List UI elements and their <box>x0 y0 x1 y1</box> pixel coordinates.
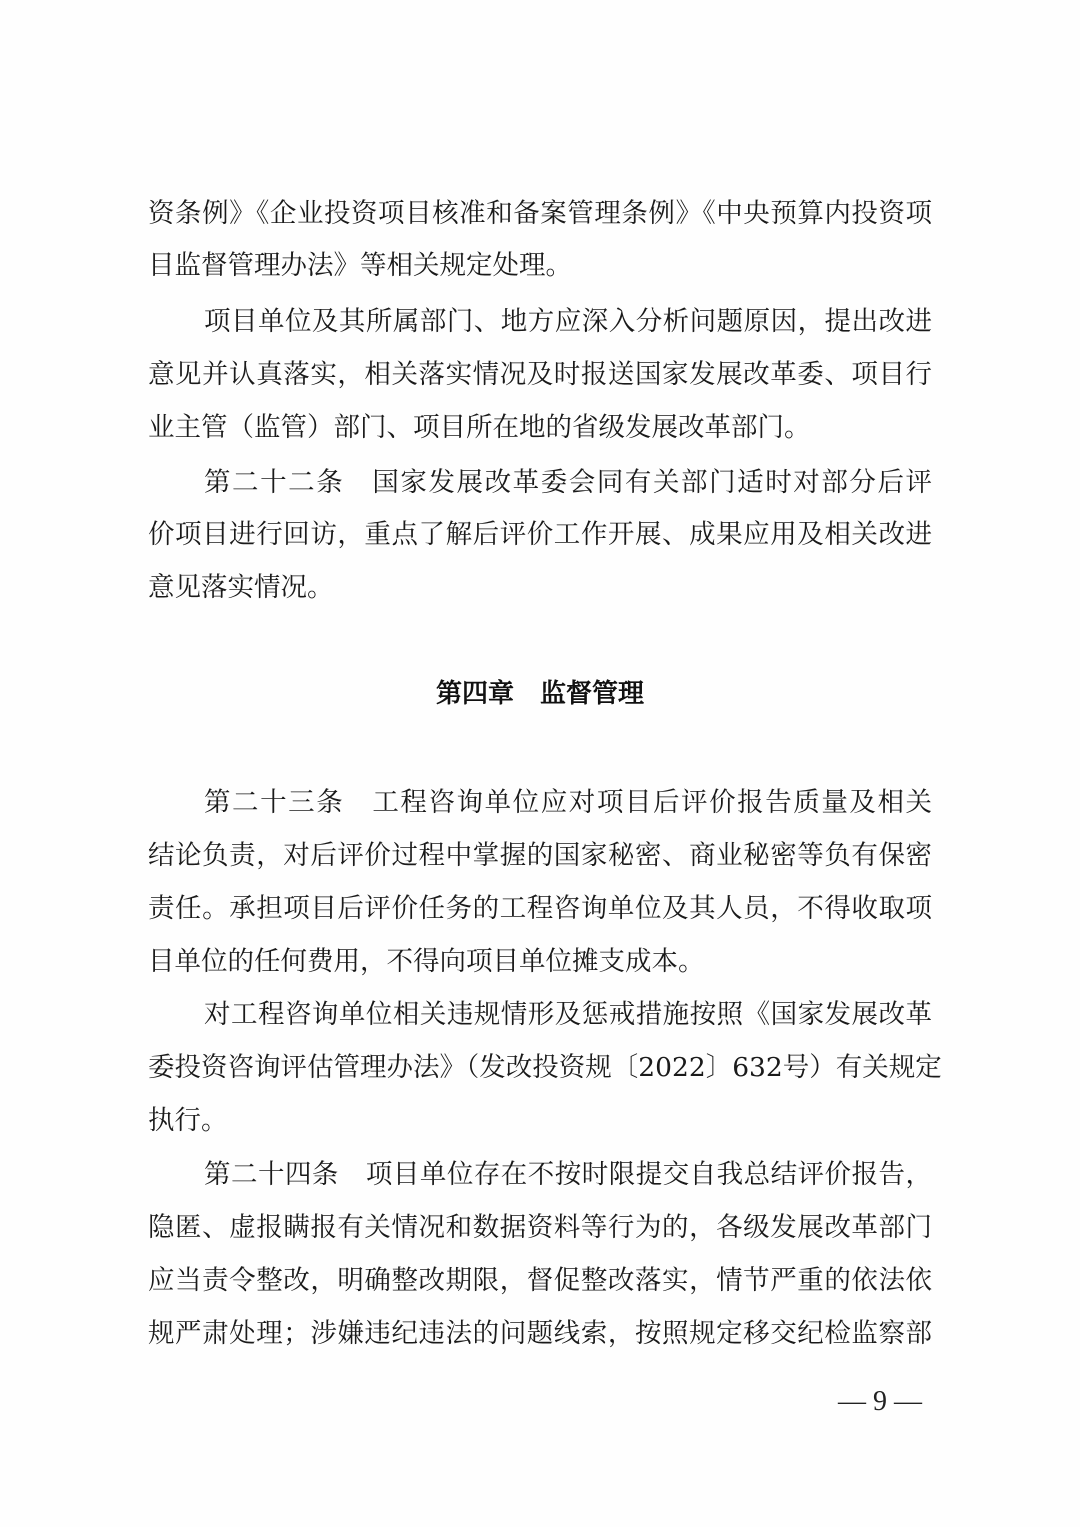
chapter-heading: 第四章 监督管理 <box>435 679 644 709</box>
page-number: — 9 — <box>838 1386 922 1417</box>
text-line: 结论负责，对后评价过程中掌握的国家秘密、商业秘密等负有保密 <box>148 840 932 871</box>
paragraph-first-line: 对工程咨询单位相关违规情形及惩戒措施按照《国家发展改革 <box>204 999 932 1030</box>
text-line: 资条例》《企业投资项目核准和备案管理条例》《中央预算内投资项 <box>148 198 932 229</box>
text-line: 规严肃处理；涉嫌违纪违法的问题线索，按照规定移交纪检监察部 <box>148 1318 932 1349</box>
article-22-first-line: 第二十二条 国家发展改革委会同有关部门适时对部分后评 <box>204 467 932 498</box>
text-line: 隐匿、虚报瞒报有关情况和数据资料等行为的，各级发展改革部门 <box>148 1212 932 1243</box>
text-line: 业主管（监管）部门、项目所在地的省级发展改革部门。 <box>148 412 811 443</box>
text-line: 委投资咨询评估管理办法》（发改投资规〔2022〕632号）有关规定 <box>148 1052 942 1083</box>
text-line: 执行。 <box>148 1105 228 1136</box>
text-line: 目单位的任何费用，不得向项目单位摊支成本。 <box>148 946 705 977</box>
text-line: 意见落实情况。 <box>148 572 334 603</box>
text-line: 意见并认真落实，相关落实情况及时报送国家发展改革委、项目行 <box>148 359 932 390</box>
article-24-first-line: 第二十四条 项目单位存在不按时限提交自我总结评价报告， <box>204 1159 932 1190</box>
text-line: 责任。承担项目后评价任务的工程咨询单位及其人员，不得收取项 <box>148 893 932 924</box>
paragraph-first-line: 项目单位及其所属部门、地方应深入分析问题原因，提出改进 <box>204 306 932 337</box>
text-line: 价项目进行回访，重点了解后评价工作开展、成果应用及相关改进 <box>148 519 932 550</box>
text-line: 应当责令整改，明确整改期限，督促整改落实，情节严重的依法依 <box>148 1265 932 1296</box>
article-23-first-line: 第二十三条 工程咨询单位应对项目后评价报告质量及相关 <box>204 787 932 818</box>
text-line: 目监督管理办法》等相关规定处理。 <box>148 250 572 281</box>
